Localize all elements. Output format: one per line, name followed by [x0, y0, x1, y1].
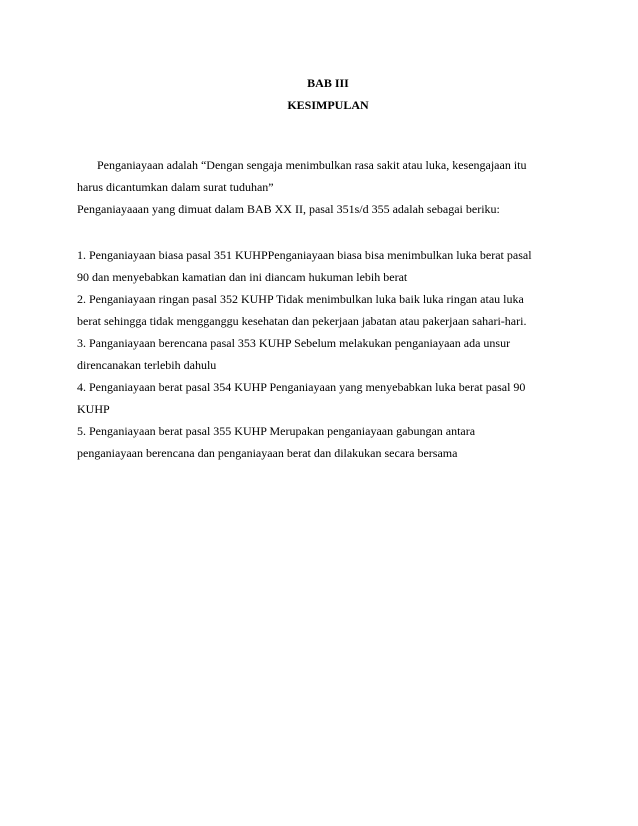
list-item-4-line-1: 4. Penganiayaan berat pasal 354 KUHP Penganiayaan yang menyebabkan luka berat pasal 90 [77, 380, 526, 394]
list-item-5-line-1: 5. Penganiayaan berat pasal 355 KUHP Merupakan penganiayaan gabungan antara [77, 424, 476, 438]
section-title: KESIMPULAN [287, 98, 369, 112]
list-item-3-line-1: 3. Panganiayaan berencana pasal 353 KUHP Sebelum melakukan penganiayaan ada unsur [77, 336, 511, 350]
list-item-2-line-2: berat sehingga tidak mengganggu kesehatan dan pekerjaan jabatan atau pakerjaan sahari-hari. [77, 314, 527, 328]
intro-line-1: Penganiayaan adalah “Dengan sengaja menimbulkan rasa sakit atau luka, kesengajaan itu [97, 158, 527, 172]
list-item-4-line-2: KUHP [77, 402, 110, 416]
list-item-2-line-1: 2. Penganiayaan ringan pasal 352 KUHP Tidak menimbulkan luka baik luka ringan atau luka [77, 292, 524, 306]
list-item-3-line-2: direncanakan terlebih dahulu [77, 358, 217, 372]
intro-line-2: harus dicantumkan dalam surat tuduhan” [77, 180, 274, 194]
list-item-1-line-2: 90 dan menyebabkan kamatian dan ini diancam hukuman lebih berat [77, 270, 408, 284]
list-item-5-line-2: penganiayaan berencana dan penganiayaan berat dan dilakukan secara bersama [77, 446, 458, 460]
list-item-1-line-1: 1. Penganiayaan biasa pasal 351 KUHPPenganiayaan biasa bisa menimbulkan luka berat pasal [77, 248, 532, 262]
intro-line-3: Penganiayaaan yang dimuat dalam BAB XX II, pasal 351s/d 355 adalah sebagai beriku: [77, 202, 500, 216]
chapter-heading: BAB III [307, 76, 349, 90]
